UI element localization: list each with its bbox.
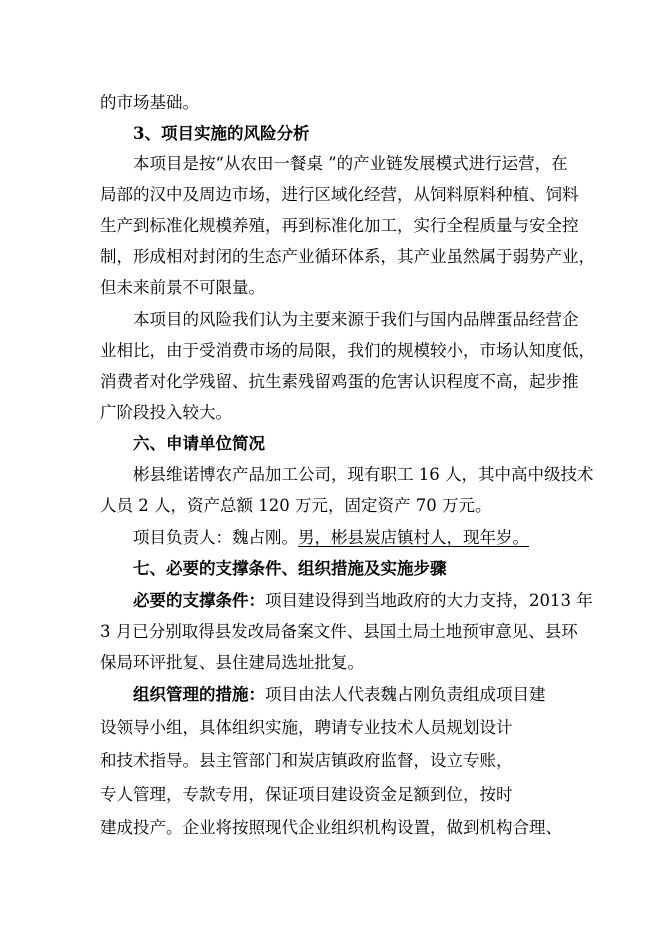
section-heading-risk: 3、项目实施的风险分析	[133, 124, 310, 143]
applicant-line-2: 人员 2 人，资产总额 120 万元，固定资产 70 万元。	[100, 496, 492, 515]
org-label: 组织管理的措施：	[133, 685, 265, 704]
risk-para1-line-5: 但未来前景不可限量。	[100, 278, 265, 297]
support-line-2: 3 月已分别取得县发改局备案文件、县国土局土地预审意见、县环	[100, 622, 578, 641]
risk-para1-line-3: 生产到标准化规模养殖，再到标准化加工，实行全程质量与安全控	[100, 216, 579, 235]
org-line-2: 设领导小组，具体组织实施，聘请专业技术人员规划设计	[100, 718, 513, 737]
project-leader-line	[133, 527, 529, 549]
risk-para2-line-1: 本项目的风险我们认为主要来源于我们与国内品牌蛋品经营企	[133, 310, 579, 329]
risk-para1-line-2: 局部的汉中及周边市场，进行区域化经营，从饲料原料种植、饲料	[100, 185, 579, 204]
applicant-line-1: 彬县维诺博农产品加工公司，现有职工 16 人，其中高中级技术	[133, 465, 594, 484]
section-heading-applicant: 六、申请单位简况	[133, 434, 265, 453]
org-line-3: 和技术指导。县主管部门和炭店镇政府监督，设立专账，	[100, 751, 513, 770]
support-first-line-text: 项目建设得到当地政府的大力支持，2013 年	[265, 591, 593, 610]
risk-para1-line-4: 制，形成相对封闭的生态产业循环体系，其产业虽然属于弱势产业，	[100, 247, 595, 266]
org-first-line-text: 项目由法人代表魏占刚负责组成项目建	[265, 685, 546, 704]
section-heading-support: 七、必要的支撑条件、组织措施及实施步骤	[133, 559, 447, 578]
org-line-5: 建成投产。企业将按照现代企业组织机构设置，做到机构合理、	[100, 818, 562, 837]
org-line-4: 专人管理，专款专用，保证项目建设资金足额到位，按时	[100, 785, 513, 804]
support-label: 必要的支撑条件：	[133, 591, 265, 610]
risk-para2-line-2: 业相比，由于受消费市场的局限，我们的规模较小，市场认知度低，	[100, 341, 595, 360]
org-line-1	[133, 684, 546, 706]
risk-para2-line-3: 消费者对化学残留、抗生素残留鸡蛋的危害认识程度不高，起步推	[100, 372, 579, 391]
risk-para1-line-1: 本项目是按“从农田一餐桌 ”的产业链发展模式进行运营，在	[133, 154, 568, 173]
continuation-line: 的市场基础。	[100, 93, 199, 112]
support-line-1	[133, 590, 593, 612]
support-line-3: 保局环评批复、县住建局选址批复。	[100, 653, 364, 672]
project-leader-label: 项目负责人：魏占刚。	[133, 528, 298, 547]
project-leader-detail: 男，彬县炭店镇村人，现年岁。	[298, 528, 529, 547]
risk-para2-line-4: 广阶段投入较大。	[100, 403, 232, 422]
